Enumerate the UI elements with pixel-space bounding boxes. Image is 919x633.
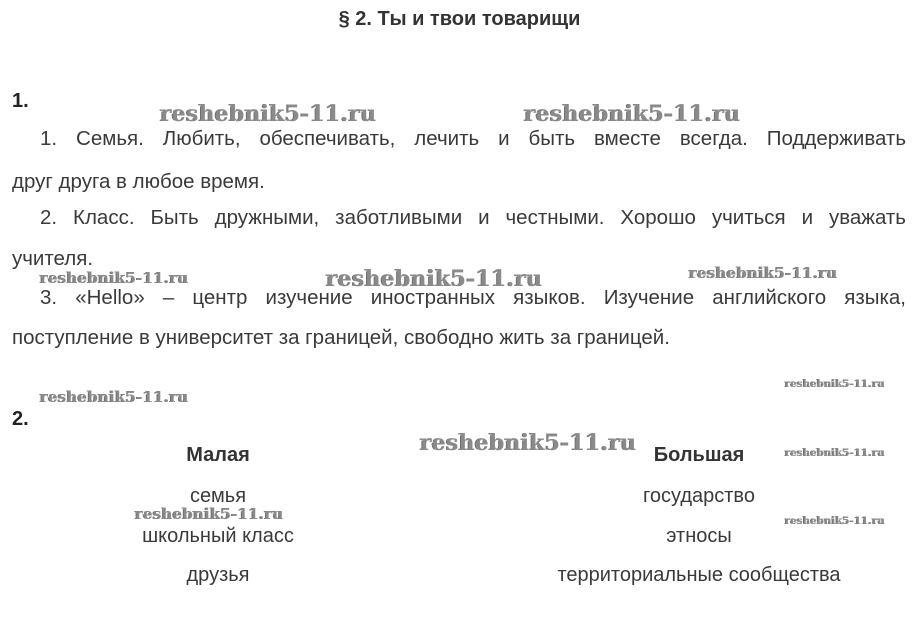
- section-1-number: 1.: [12, 90, 29, 112]
- large-group-item: этносы: [666, 525, 732, 547]
- answer-3-line-1: 3. «Hello» – центр изучение иностранных языков. Изучение английского языка,: [40, 286, 906, 309]
- answer-1-line-2: друг друга в любое время.: [12, 170, 265, 193]
- watermark: reshebnik5-11.ru: [689, 264, 838, 282]
- small-group-item: друзья: [186, 564, 250, 586]
- watermark: reshebnik5-11.ru: [420, 430, 637, 456]
- large-groups-heading: Большая: [653, 444, 745, 466]
- watermark: reshebnik5-11.ru: [40, 269, 189, 287]
- answer-3-line-2: поступление в университет за границей, свободно жить за границей.: [12, 326, 670, 349]
- watermark: reshebnik5-11.ru: [160, 101, 377, 127]
- watermark: reshebnik5-11.ru: [524, 101, 741, 127]
- small-group-item: школьный класс: [142, 525, 294, 547]
- watermark: reshebnik5-11.ru: [785, 448, 886, 459]
- large-group-item: государство: [643, 485, 755, 507]
- watermark: reshebnik5-11.ru: [326, 266, 543, 292]
- watermark: reshebnik5-11.ru: [135, 505, 284, 523]
- section-2-number: 2.: [12, 408, 29, 430]
- answer-2-line-1: 2. Класс. Быть дружными, заботливыми и честными. Хорошо учиться и уважать: [40, 206, 906, 229]
- watermark: reshebnik5-11.ru: [785, 516, 886, 527]
- answer-2-line-2: учителя.: [12, 247, 94, 270]
- large-group-item: территориальные сообщества: [557, 564, 841, 586]
- small-group-item: семья: [189, 485, 247, 507]
- small-groups-heading: Малая: [186, 444, 250, 466]
- answer-1-line-1: 1. Семья. Любить, обеспечивать, лечить и быть вместе всегда. Поддерживать: [40, 127, 906, 150]
- watermark: reshebnik5-11.ru: [40, 388, 189, 406]
- watermark: reshebnik5-11.ru: [785, 379, 886, 390]
- page-title: § 2. Ты и твои товарищи: [338, 8, 581, 30]
